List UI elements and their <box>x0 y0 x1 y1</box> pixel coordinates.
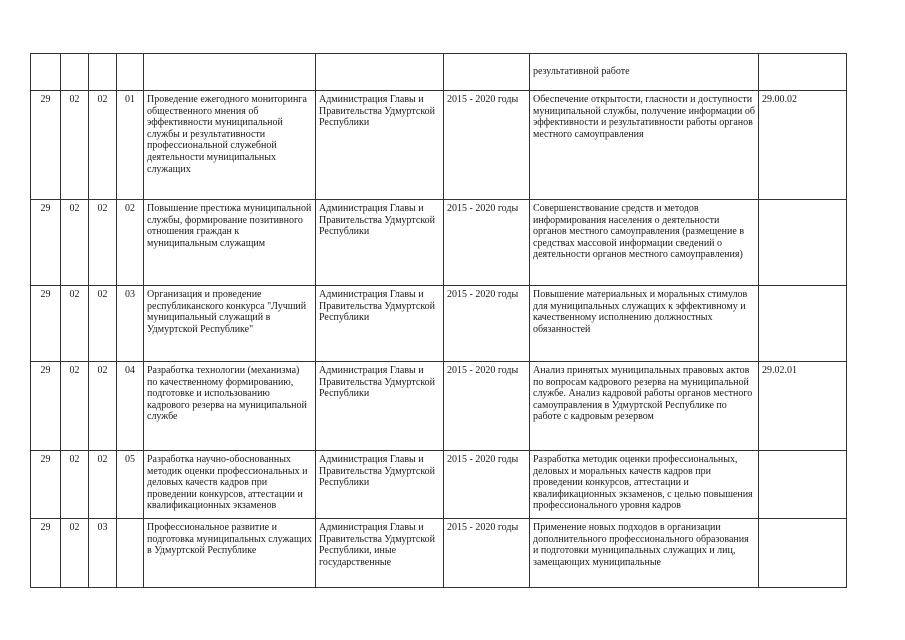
expected-result-cell: результативной работе <box>530 54 759 91</box>
indicator-cell <box>759 519 847 588</box>
code-cell-pp: 02 <box>61 200 89 286</box>
code-cell-om: 02 <box>89 91 117 200</box>
period-cell <box>444 54 530 91</box>
period-cell: 2015 - 2020 годы <box>444 91 530 200</box>
executor-cell: Администрация Главы и Правительства Удмуртской Республики <box>316 286 444 362</box>
period-cell: 2015 - 2020 годы <box>444 200 530 286</box>
period-cell: 2015 - 2020 годы <box>444 519 530 588</box>
code-cell-gp: 29 <box>31 200 61 286</box>
code-cell-gp <box>31 54 61 91</box>
period-cell: 2015 - 2020 годы <box>444 286 530 362</box>
executor-cell: Администрация Главы и Правительства Удмуртской Республики, иные государственные <box>316 519 444 588</box>
executor-cell: Администрация Главы и Правительства Удмуртской Республики <box>316 91 444 200</box>
table-row <box>31 200 847 286</box>
period-cell: 2015 - 2020 годы <box>444 362 530 451</box>
indicator-cell: 29.00.02 <box>759 91 847 200</box>
indicator-cell <box>759 286 847 362</box>
activity-name-cell: Разработка научно-обоснованных методик оценки профессиональных и деловых качеств кадров при проведении конкурсов, аттестации и квалификационных экзаменов <box>144 451 316 519</box>
table-row <box>31 54 847 91</box>
code-cell-m <box>117 54 144 91</box>
code-cell-om: 02 <box>89 362 117 451</box>
indicator-cell: 29.02.01 <box>759 362 847 451</box>
code-cell-m: 04 <box>117 362 144 451</box>
code-cell-pp: 02 <box>61 451 89 519</box>
indicator-cell <box>759 54 847 91</box>
executor-cell <box>316 54 444 91</box>
table-row <box>31 519 847 588</box>
code-cell-m: 03 <box>117 286 144 362</box>
code-cell-gp: 29 <box>31 91 61 200</box>
code-cell-om <box>89 54 117 91</box>
indicator-cell <box>759 451 847 519</box>
indicator-cell <box>759 200 847 286</box>
executor-cell: Администрация Главы и Правительства Удмуртской Республики <box>316 200 444 286</box>
program-activities-table <box>30 53 847 588</box>
code-cell-m: 02 <box>117 200 144 286</box>
code-cell-om: 03 <box>89 519 117 588</box>
code-cell-m: 05 <box>117 451 144 519</box>
executor-cell: Администрация Главы и Правительства Удмуртской Республики <box>316 451 444 519</box>
code-cell-gp: 29 <box>31 451 61 519</box>
code-cell-om: 02 <box>89 286 117 362</box>
table-row <box>31 91 847 200</box>
code-cell-om: 02 <box>89 451 117 519</box>
activity-name-cell: Профессиональное развитие и подготовка муниципальных служащих в Удмуртской Республике <box>144 519 316 588</box>
code-cell-gp: 29 <box>31 519 61 588</box>
code-cell-m: 01 <box>117 91 144 200</box>
activity-name-cell: Проведение ежегодного мониторинга общественного мнения об эффективности муниципальной службы и результативности профессиональной служебной деятельности муниципальных служащих <box>144 91 316 200</box>
activity-name-cell: Разработка технологии (механизма) по качественному формированию, подготовке и использованию кадрового резерва на муниципальной службе <box>144 362 316 451</box>
activity-name-cell: Повышение престижа муниципальной службы, формирование позитивного отношения граждан к муниципальным служащим <box>144 200 316 286</box>
code-cell-gp: 29 <box>31 286 61 362</box>
code-cell-pp <box>61 54 89 91</box>
code-cell-m <box>117 519 144 588</box>
code-cell-om: 02 <box>89 200 117 286</box>
code-cell-pp: 02 <box>61 519 89 588</box>
executor-cell: Администрация Главы и Правительства Удмуртской Республики <box>316 362 444 451</box>
table-row <box>31 362 847 451</box>
expected-result-cell: Применение новых подходов в организации дополнительного профессионального образования и подготовки муниципальных служащих и лиц, замещающих муниципальные <box>530 519 759 588</box>
expected-result-cell: Повышение материальных и моральных стимулов для муниципальных служащих к эффективному и качественному исполнению должностных обязанностей <box>530 286 759 362</box>
period-cell: 2015 - 2020 годы <box>444 451 530 519</box>
expected-result-cell: Анализ принятых муниципальных правовых актов по вопросам кадрового резерва на муниципальной службе. Анализ кадровой работы органов местного самоуправления в Удмуртской Республике по работе с кадровым резервом <box>530 362 759 451</box>
expected-result-cell: Обеспечение открытости, гласности и доступности муниципальной службы, получение информации об эффективности и результативности работы органов местного самоуправления <box>530 91 759 200</box>
expected-result-cell: Совершенствование средств и методов информирования населения о деятельности органов местного самоуправления (размещение в средствах массовой информации сведений о деятельности органов местного самоуправления) <box>530 200 759 286</box>
table-row <box>31 451 847 519</box>
activity-name-cell: Организация и проведение республиканского конкурса "Лучший муниципальный служащий в Удмуртской Республике" <box>144 286 316 362</box>
code-cell-pp: 02 <box>61 286 89 362</box>
code-cell-gp: 29 <box>31 362 61 451</box>
code-cell-pp: 02 <box>61 91 89 200</box>
code-cell-pp: 02 <box>61 362 89 451</box>
expected-result-cell: Разработка методик оценки профессиональных, деловых и моральных качеств кадров при проведении конкурсов, аттестации и квалификационных экзаменов, с целью повышения профессионального уровня кадров <box>530 451 759 519</box>
table-row <box>31 286 847 362</box>
activity-name-cell <box>144 54 316 91</box>
